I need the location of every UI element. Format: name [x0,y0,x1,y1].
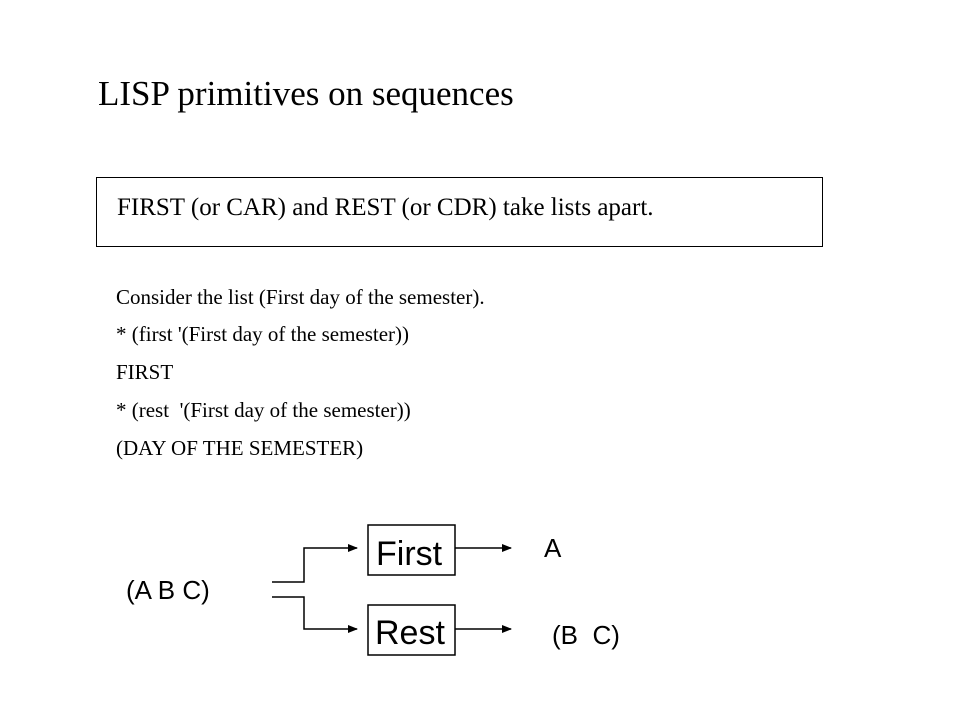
body-line: Consider the list (First day of the semester). [116,285,485,309]
result-line: (DAY OF THE SEMESTER) [116,436,364,460]
connector-to-first [272,548,357,582]
first-output-label: A [544,533,562,563]
callout-text: FIRST (or CAR) and REST (or CDR) take lists apart. [117,194,654,221]
first-box-label: First [376,535,443,573]
code-line: * (first '(First day of the semester)) [116,322,410,346]
input-list-label: (A B C) [126,575,210,605]
rest-box-label: Rest [375,614,445,652]
rest-output-label: (B C) [552,620,620,650]
connector-to-rest [272,597,357,629]
code-line: * (rest '(First day of the semester)) [116,398,411,422]
slide-title: LISP primitives on sequences [98,74,514,113]
result-line: FIRST [116,360,174,384]
